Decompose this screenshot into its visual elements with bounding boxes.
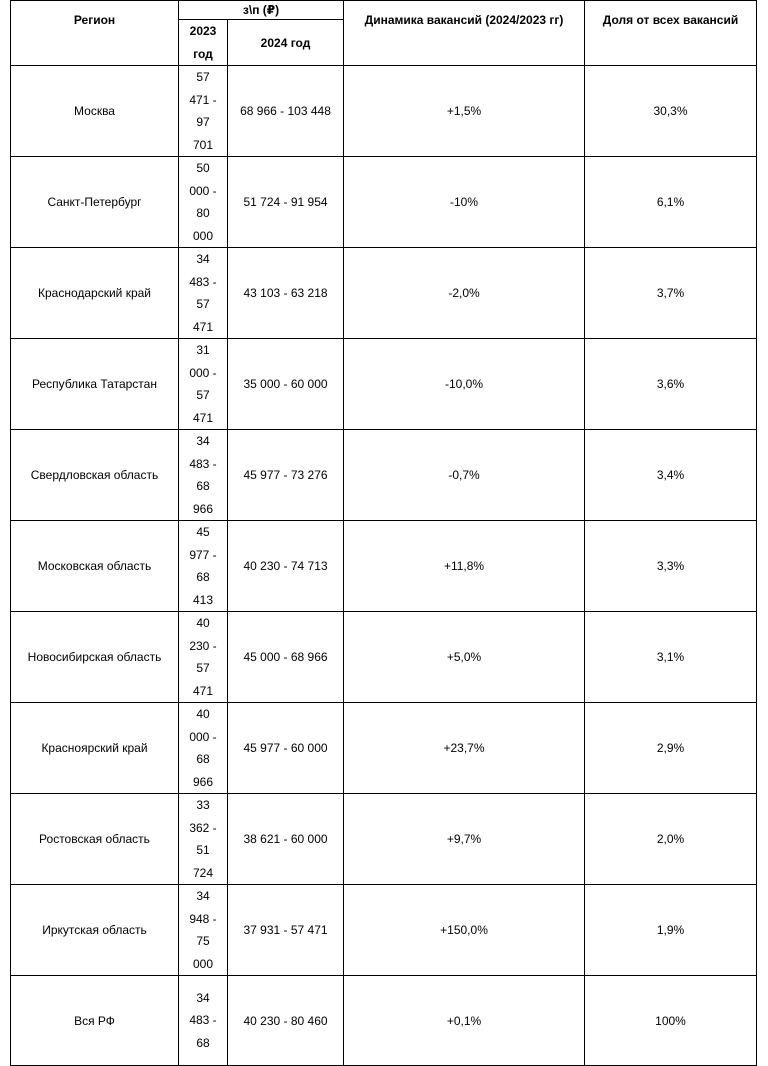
salary-2023-part: 471 — [192, 683, 214, 698]
cell-dynamics: +11,8% — [344, 521, 585, 612]
header-year-2024: 2024 год — [228, 20, 344, 66]
cell-share: 3,1% — [585, 612, 757, 703]
salary-2023-part: 40 — [196, 707, 210, 721]
cell-dynamics: +9,7% — [344, 794, 585, 885]
cell-dynamics: +5,0% — [344, 612, 585, 703]
salary-2023-part: 230 - — [189, 638, 217, 653]
salary-2023-part: 75 — [196, 934, 210, 948]
salary-2023-part: 000 — [192, 956, 214, 971]
header-dynamics: Динамика вакансий (2024/2023 гг) — [344, 1, 585, 66]
table-row — [11, 612, 757, 703]
salary-2023-part: 68 — [196, 752, 210, 766]
cell-salary-2024: 37 931 - 57 471 — [228, 885, 344, 976]
cell-region: Московская область — [11, 521, 179, 612]
salary-2023-part: 413 — [192, 592, 214, 607]
salary-2023-part: 34 — [196, 252, 210, 266]
cell-salary-2023 — [179, 248, 228, 339]
cell-dynamics: -10,0% — [344, 339, 585, 430]
header-row-top — [11, 1, 757, 20]
salary-2023-part: 966 — [192, 501, 214, 516]
salary-2023-part: 701 — [192, 137, 214, 152]
cell-salary-2024: 68 966 - 103 448 — [228, 66, 344, 157]
cell-dynamics: +23,7% — [344, 703, 585, 794]
salary-2023-part: 483 - — [189, 456, 217, 471]
header-year-2023 — [179, 20, 228, 66]
cell-dynamics: -0,7% — [344, 430, 585, 521]
salary-2023-part: 966 — [192, 774, 214, 789]
cell-salary-2023 — [179, 612, 228, 703]
salary-2023-part: 51 — [196, 843, 210, 857]
cell-salary-2023 — [179, 794, 228, 885]
cell-salary-2023 — [179, 976, 228, 1066]
salary-2023-part: 31 — [196, 343, 210, 357]
salary-2023-part: 57 — [196, 388, 210, 402]
cell-salary-2023 — [179, 521, 228, 612]
cell-region: Иркутская область — [11, 885, 179, 976]
cell-dynamics: -10% — [344, 157, 585, 248]
cell-share: 2,0% — [585, 794, 757, 885]
salary-2023-part: 57 — [196, 297, 210, 311]
table-row — [11, 339, 757, 430]
cell-salary-2023 — [179, 339, 228, 430]
cell-salary-2024: 40 230 - 80 460 — [228, 976, 344, 1066]
salary-2023-part: 724 — [192, 865, 214, 880]
salary-2023-part: 40 — [196, 616, 210, 630]
table-row — [11, 248, 757, 339]
cell-dynamics: +150,0% — [344, 885, 585, 976]
cell-salary-2024: 45 977 - 73 276 — [228, 430, 344, 521]
cell-share: 3,6% — [585, 339, 757, 430]
cell-dynamics: -2,0% — [344, 248, 585, 339]
header-region: Регион — [11, 1, 179, 66]
table-row — [11, 703, 757, 794]
salary-2023-part: 57 — [196, 661, 210, 675]
cell-share: 30,3% — [585, 66, 757, 157]
cell-share: 3,4% — [585, 430, 757, 521]
salary-2023-part: 57 — [196, 70, 210, 84]
cell-share: 1,9% — [585, 885, 757, 976]
cell-salary-2024: 45 000 - 68 966 — [228, 612, 344, 703]
cell-dynamics: +1,5% — [344, 66, 585, 157]
salary-2023-part: 68 — [196, 1035, 210, 1050]
salary-2023-part: 34 — [196, 434, 210, 448]
cell-salary-2024: 43 103 - 63 218 — [228, 248, 344, 339]
cell-salary-2023 — [179, 66, 228, 157]
cell-region: Ростовская область — [11, 794, 179, 885]
cell-region: Красноярский край — [11, 703, 179, 794]
table-row — [11, 430, 757, 521]
cell-salary-2024: 38 621 - 60 000 — [228, 794, 344, 885]
salary-2023-part: 68 — [196, 479, 210, 493]
cell-share: 3,7% — [585, 248, 757, 339]
salary-2023-part: 80 — [196, 206, 210, 220]
salary-2023-part: 471 - — [189, 92, 217, 107]
salary-2023-part: 34 — [196, 990, 210, 1005]
salary-2023-part: 68 — [196, 570, 210, 584]
salary-2023-part: 362 - — [189, 820, 217, 835]
cell-salary-2023 — [179, 885, 228, 976]
table-row — [11, 157, 757, 248]
salary-2023-part: 33 — [196, 798, 210, 812]
cell-salary-2023 — [179, 430, 228, 521]
table-row — [11, 66, 757, 157]
cell-region: Новосибирская область — [11, 612, 179, 703]
cell-share: 2,9% — [585, 703, 757, 794]
cell-dynamics: +0,1% — [344, 976, 585, 1066]
cell-region: Вся РФ — [11, 976, 179, 1066]
salary-2023-part: 483 - — [189, 274, 217, 289]
salary-2023-part: 000 — [192, 228, 214, 243]
salary-2023-part: 50 — [196, 161, 210, 175]
salary-2023-part: 471 — [192, 410, 214, 425]
header-year-2023-number: 2023 — [189, 24, 217, 38]
cell-region: Республика Татарстан — [11, 339, 179, 430]
header-share: Доля от всех вакансий — [585, 1, 757, 66]
table-row — [11, 885, 757, 976]
cell-region: Санкт-Петербург — [11, 157, 179, 248]
header-salary-group: з\п (₽) — [179, 1, 344, 20]
salary-2023-part: 34 — [196, 889, 210, 903]
table-body — [11, 66, 757, 1066]
table-row — [11, 521, 757, 612]
cell-salary-2024: 35 000 - 60 000 — [228, 339, 344, 430]
salary-2023-part: 000 - — [189, 183, 217, 198]
cell-salary-2023 — [179, 703, 228, 794]
salary-2023-part: 483 - — [189, 1013, 217, 1028]
cell-salary-2024: 51 724 - 91 954 — [228, 157, 344, 248]
salary-2023-part: 977 - — [189, 547, 217, 562]
table-header — [11, 1, 757, 66]
table-row — [11, 976, 757, 1066]
cell-share: 6,1% — [585, 157, 757, 248]
table-row — [11, 794, 757, 885]
salary-2023-part: 000 - — [189, 729, 217, 744]
cell-salary-2023 — [179, 157, 228, 248]
salary-2023-part: 948 - — [189, 911, 217, 926]
salary-2023-part: 000 - — [189, 365, 217, 380]
cell-share: 100% — [585, 976, 757, 1066]
header-year-2023-word: год — [193, 46, 213, 61]
cell-salary-2024: 40 230 - 74 713 — [228, 521, 344, 612]
salary-table — [10, 0, 757, 1066]
cell-region: Краснодарский край — [11, 248, 179, 339]
salary-2023-part: 45 — [196, 525, 210, 539]
cell-region: Свердловская область — [11, 430, 179, 521]
salary-2023-part: 97 — [196, 115, 210, 129]
salary-2023-part: 471 — [192, 319, 214, 334]
cell-salary-2024: 45 977 - 60 000 — [228, 703, 344, 794]
cell-region: Москва — [11, 66, 179, 157]
cell-share: 3,3% — [585, 521, 757, 612]
